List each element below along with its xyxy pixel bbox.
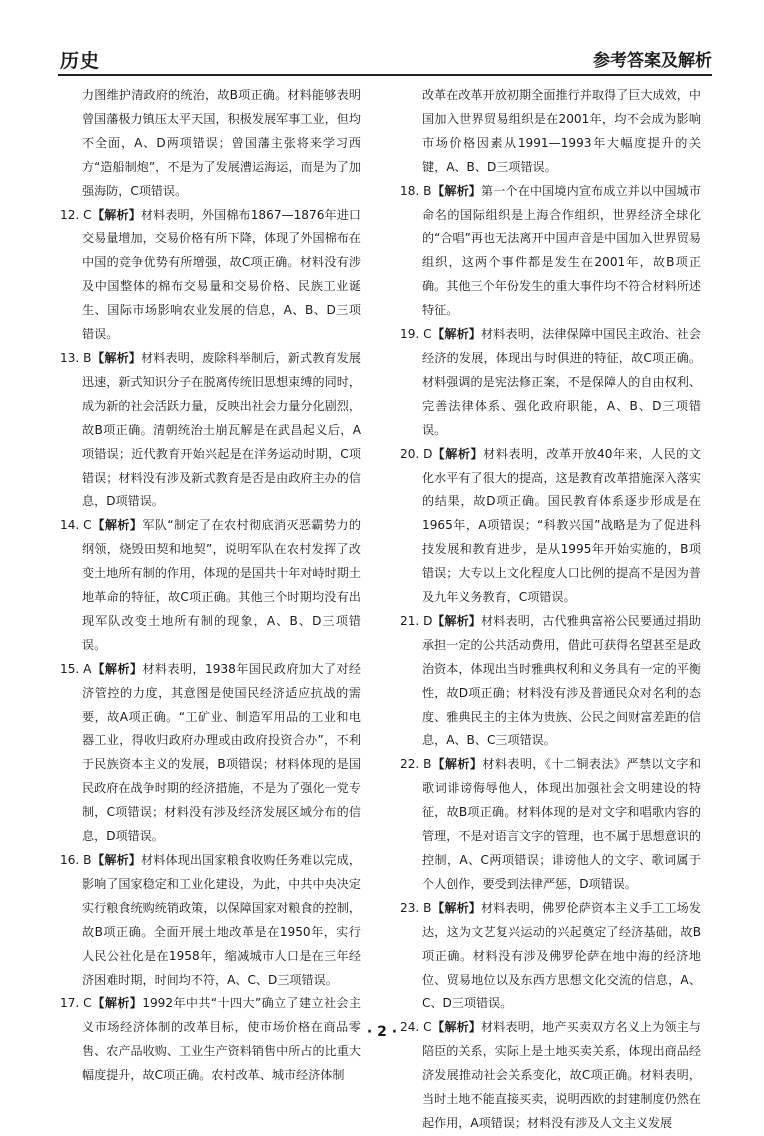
answer-text: 材料表明，1938年国民政府加大了对经济管控的力度，其意图是使国民经济适应抗战的需要，故A项正确。“工矿业、制造军用品的工业和电器工业，得收归政府办理或由政府投资合办”，不利于民族资本主义的发展，B项错误；材料体现的是国民政府在战争时期的经济措施，不是为了强化一党专制，C项错误；材料没有涉及经济发展区域分布的信息，D项错误。 (82, 661, 361, 844)
answer-number: 21. D (400, 613, 433, 628)
left-column (60, 84, 361, 1088)
answer-number: 12. C (60, 207, 92, 222)
answer-text: 材料表明，废除科举制后，新式教育发展迅速，新式知识分子在脱离传统旧思想束缚的同时，成为新的社会活跃力量，反映出社会力量分化剧烈，故B项正确。清朝统治土崩瓦解是在武昌起义后，A项错误；近代教育开始兴起是在洋务运动时期，C项错误；材料没有涉及新式教育是否是由政府主办的信息，D项错误。 (82, 350, 361, 509)
answer-text: 材料体现出国家粮食收购任务难以完成，影响了国家稳定和工业化建设，为此，中共中央决定实行粮食统购统销政策，以保障国家对粮食的控制，故B项正确。全面开展土地改革是在1950年，实行人民公社化是在1958年，缩减城市人口是在三年经济困难时期，时间均不符，A、C、D三项错误。 (82, 853, 361, 987)
analysis-tag: 【解析】 (432, 327, 482, 342)
analysis-tag: 【解析】 (92, 207, 141, 222)
page-number: · 2 · (366, 1024, 398, 1040)
answer-number: 23. B (400, 900, 432, 915)
answer-number: 16. B (60, 853, 92, 867)
answer-number: 14. C (60, 518, 92, 533)
answer-text: 材料表明，《十二铜表法》严禁以文字和歌词诽谤侮辱他人，体现出加强社会文明建设的特征，故B项正确。材料体现的是对文字和唱歌内容的管理，不是对语言文字的管理，也不属于思想意识的控制，A、C两项错误；诽谤他人的文字、歌词属于个人创作，要受到法律严惩，D项错误。 (422, 757, 701, 891)
answer-text: 材料表明，佛罗伦萨资本主义手工工场发达，这为文艺复兴运动的兴起奠定了经济基础，故B项正确。材料没有涉及佛罗伦萨在地中海的经济地位、贸易地位以及东西方思想文化交流的信息，A、C、D三项错误。 (422, 900, 701, 1011)
answer-entry (400, 84, 701, 180)
answer-entry (60, 514, 361, 657)
answer-text: 第一个在中国境内宣布成立并以中国城市命名的国际组织是上海合作组织，世界经济全球化的“合唱”再也无法离开中国声音是中国加入世界贸易组织，这两个事件都是发生在2001年，故B项正确。其他三个年份发生的重大事件均不符合材料所述特征。 (422, 183, 701, 318)
answer-entry (400, 180, 701, 323)
answer-text: 材料表明，外国棉布1867—1876年进口交易量增加，交易价格有所下降，体现了外国棉布在中国的竞争优势有所增强，故C项正确。材料没有涉及中国整体的棉布交易量和交易价格、民族工业诞生、国际市场影响农业发展的信息，A、B、D三项错误。 (82, 207, 361, 342)
analysis-tag: 【解析】 (432, 183, 482, 198)
right-column (400, 84, 701, 1136)
subject-label: 历史 (60, 50, 101, 72)
answer-entry (60, 84, 361, 204)
answer-text: 力图维护清政府的统治，故B项正确。材料能够表明曾国藩极力镇压太平天国，积极发展军事工业，但均不全面，A、D两项错误；曾国藩主张将来学习西方“造船制炮”，不是为了发展漕运海运，而是为了加强海防，C项错误。 (82, 88, 361, 198)
answer-entry (400, 323, 701, 443)
page-header (58, 40, 712, 76)
answer-number: 17. C (60, 996, 92, 1011)
analysis-tag: 【解析】 (432, 1020, 482, 1035)
analysis-tag: 【解析】 (432, 900, 482, 915)
answer-text: 材料表明，法律保障中国民主政治、社会经济的发展，体现出与时俱进的特征，故C项正确。材料强调的是宪法修正案，不是保障人的自由权利、完善法律体系、强化政府职能，A、B、D三项错误。 (422, 327, 701, 437)
answer-entry (60, 658, 361, 849)
answer-text: 材料表明，古代雅典富裕公民要通过捐助承担一定的公共活动费用，借此可获得名望甚至是政治资本，体现出当时雅典权利和义务具有一定的平衡性，故D项正确；材料没有涉及普通民众对名利的态度、雅典民主的主体为贵族、公民之间财富差距的信息，A、B、C三项错误。 (422, 613, 701, 748)
analysis-tag: 【解析】 (92, 853, 142, 867)
answer-number: 20. D (400, 446, 433, 461)
answer-text: 1992年中共“十四大”确立了建立社会主义市场经济体制的改革目标，使市场价格在商品零售、农产品收购、工业生产资料销售中所占的比重大幅度提升，故C项正确。农村改革、城市经济体制 (82, 996, 361, 1083)
answer-number: 24. C (400, 1020, 432, 1035)
answer-number: 13. B (60, 350, 92, 365)
answer-text: 材料表明，改革开放40年来，人民的文化水平有了很大的提高，这是教育改革措施深入落实的结果，故D项正确。国民教育体系逐步形成是在1965年，A项错误；“科教兴国”战略是为了促进科技发展和教育进步，是从1995年开始实施的，B项错误；大专以上文化程度人口比例的提高不是因为普及九年义务教育，C项错误。 (422, 446, 701, 605)
answer-number: 19. C (400, 327, 432, 342)
analysis-tag: 【解析】 (92, 350, 142, 365)
answer-text: 军队“制定了在农村彻底消灭恶霸势力的纲领，烧毁田契和地契”，说明军队在农村发挥了改变土地所有制的作用，体现的是国共十年对峙时期土地革命的特征，故C项正确。其他三个时期均没有出现军队改变土地所有制的现象，A、B、D三项错误。 (82, 518, 361, 652)
analysis-tag: 【解析】 (432, 613, 482, 628)
analysis-tag: 【解析】 (92, 518, 143, 533)
answer-entry (400, 897, 701, 1017)
answer-entry (400, 443, 701, 610)
answer-text: 改革在改革开放初期全面推行并取得了巨大成效，中国加入世界贸易组织是在2001年，均不会成为影响市场价格因素从1991—1993年大幅度提升的关键，A、B、D三项错误。 (422, 88, 701, 174)
analysis-tag: 【解析】 (432, 757, 483, 772)
analysis-tag: 【解析】 (432, 446, 484, 461)
answer-number: 22. B (400, 757, 432, 772)
answer-text: 材料表明，地产买卖双方名义上为领主与陪臣的关系，实际上是土地买卖关系，体现出商品经济发展推动社会关系变化，故C项正确。材料表明，当时土地不能直接买卖，说明西欧的封建制度仍然在起作用，A项错误；材料没有涉及人文主义发展 (422, 1020, 701, 1130)
header-title: 参考答案及解析 (593, 51, 712, 71)
answer-number: 18. B (400, 183, 432, 198)
answer-entry (60, 204, 361, 347)
answer-number: 15. A (60, 661, 92, 676)
analysis-tag: 【解析】 (92, 661, 143, 676)
answer-entry (60, 849, 361, 992)
analysis-tag: 【解析】 (92, 996, 143, 1011)
answer-entry (400, 753, 701, 896)
answer-entry (400, 610, 701, 753)
answer-entry (60, 347, 361, 514)
